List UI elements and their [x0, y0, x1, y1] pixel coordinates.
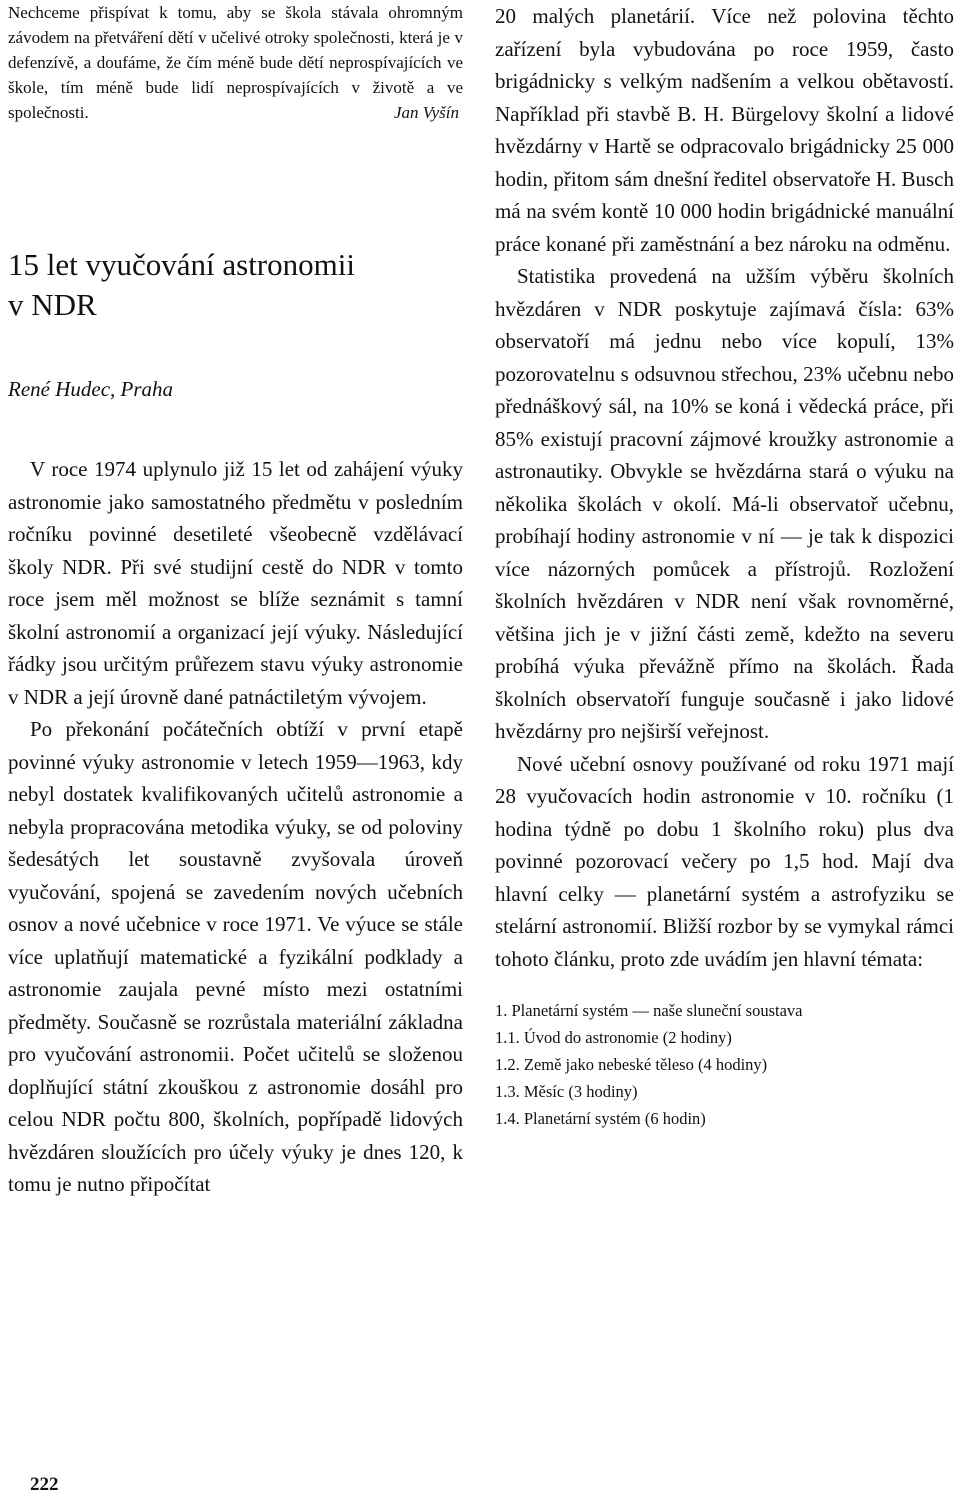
- paragraph: Statistika provedená na užším výběru školních hvězdáren v NDR poskytuje zajímavá čísla: 63% observatoří má jednu nebo více kopulí, 13% pozorovatelnu s odsuvnou střechou, 23% učebnu nebo přednáškový sál, na 10% se koná i vědecká práce, při 85% existují pracovní zájmové kroužky astronomie a astronautiky. Obvykle se hvězdárna stará o výuku na několika školách v okolí. Má-li observatoř učebnu, probíhají hodiny astronomie v ní — je tak k dispozici více názorných pomůcek a přístrojů. Rozložení školních hvězdáren v NDR není však rovnoměrné, většina jich je v jižní části země, kdežto na severu probíhá výuka převážně přímo na školách. Řada školních observatoří funguje současně i jako lidové hvězdárny pro nejširší veřejnost.: [495, 264, 954, 743]
- paragraph: 20 malých planetárií. Více než polovina těchto zařízení byla vybudována po roce 1959, často brigádnicky s velkým nadšením a velkou obětavostí. Například při stavbě B. H. Bürgelovy školní a lidové hvězdárny v Hartě se odpracovalo brigádnicky 25 000 hodin, přitom sám dnešní ředitel observatoře H. Busch má na svém kontě 10 000 hodin brigádnické manuální práce konané při zaměstnání a bez nároku na odměnu.: [495, 4, 954, 256]
- paragraph: Nové učební osnovy používané od roku 1971 mají 28 vyučovacích hodin astronomie v 10. ročníku (1 hodina týdně po dobu 1 školního roku) plus dva povinné pozorovací večery po 1,5 hod. Mají dva hlavní celky — planetární systém a astrofyziku se stelární astronomií. Bližší rozbor by se vymykal rámci tohoto článku, proto zde uvádím jen hlavní témata:: [495, 751, 954, 971]
- topic-list: [495, 997, 954, 1132]
- article-title-line1: 15 let vyučování astronomii: [8, 247, 355, 282]
- topic-item: 1. Planetární systém — naše sluneční soustava: [495, 1001, 803, 1020]
- epigraph-quote: Nechceme přispívat k tomu, aby se škola stávala ohromným závodem na přetváření dětí v učelivé otroky společnosti, která je v defenzívě, a doufáme, že čím méně bude dětí neprospívajících ve škole, tím méně bude lidí neprospívajících v životě a ve společnosti.: [8, 3, 463, 122]
- page-number: 222: [30, 1474, 59, 1495]
- paragraph: V roce 1974 uplynulo již 15 let od zahájení výuky astronomie jako samostatného předmětu v posledním ročníku povinné desetileté všeobecně vzdělávací školy NDR. Při své studijní cestě do NDR v tomto roce jsem měl možnost se blíže seznámit s tamní školní astronomií a organizací její výuky. Následující řádky jsou určitým průřezem stavu výuky astronomie v NDR a její úrovně dané patnáctiletým vývojem.: [8, 457, 463, 709]
- left-column: [8, 0, 463, 1201]
- article-title: [8, 245, 463, 325]
- right-column: [495, 0, 954, 1148]
- paragraph: Po překonání počátečních obtíží v první etapě povinné výuky astronomie v letech 1959—1963, kdy nebyl dostatek kvalifikovaných učitelů astronomie a nebyla propracována metodika výuky, se od poloviny šedesátých let soustavně zvyšovala úroveň vyučování, spojená se zavedením nových učebních osnov a nové učebnice v roce 1971. Ve výuce se stále více uplatňují matematické a fyzikální podklady a astronomie zaujala pevné místo mezi ostatními předměty. Současně se rozrůstala materiální základna pro vyučování astronomii. Počet učitelů se složenou doplňující státní zkouškou z astronomie dosáhl pro celou NDR počtu 800, školních, popřípadě lidových hvězdáren sloužících pro účely výuky je dnes 120, k tomu je nutno připočítat: [8, 717, 463, 1196]
- topic-item: 1.4. Planetární systém (6 hodin): [495, 1109, 706, 1128]
- topic-item: 1.2. Země jako nebeské těleso (4 hodiny): [495, 1055, 768, 1074]
- topic-item: 1.1. Úvod do astronomie (2 hodiny): [495, 1028, 732, 1047]
- epigraph-author: Jan Vyšín: [393, 103, 459, 122]
- article-title-line2: v NDR: [8, 287, 97, 322]
- topic-item: 1.3. Měsíc (3 hodiny): [495, 1082, 638, 1101]
- author-byline: René Hudec, Praha: [8, 377, 174, 401]
